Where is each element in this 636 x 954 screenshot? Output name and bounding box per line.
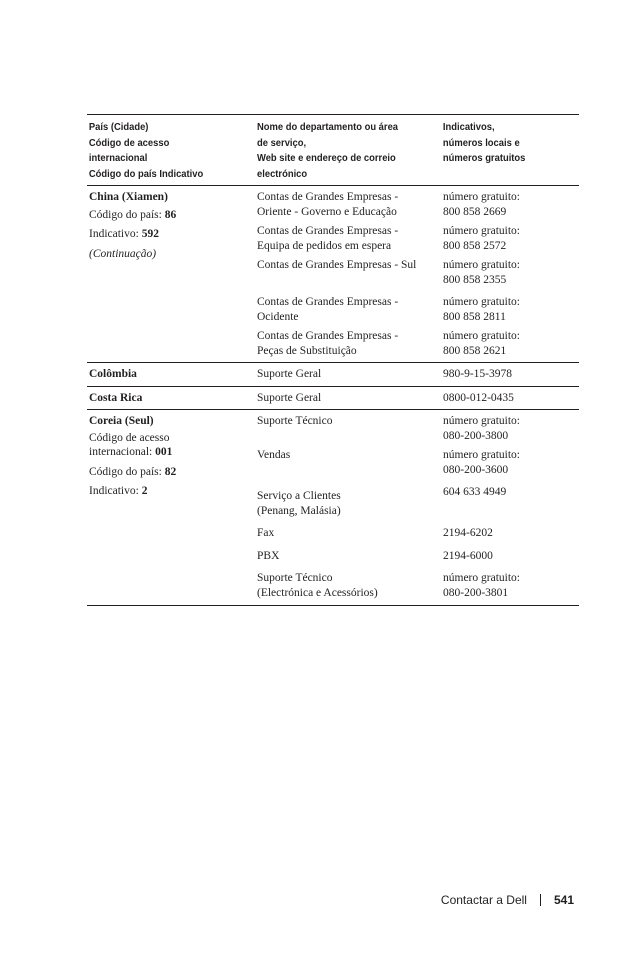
table-row-china xyxy=(87,186,579,363)
table-header xyxy=(87,115,579,186)
header-numbers xyxy=(441,120,571,182)
header-line: números locais e xyxy=(442,137,520,149)
header-country xyxy=(87,120,247,182)
number-line: 080-200-3801 xyxy=(443,586,509,599)
footer-section-title: Contactar a Dell xyxy=(440,893,527,907)
number-line: 0800-012-0435 xyxy=(443,391,514,404)
table-row-costa-rica xyxy=(87,387,579,411)
header-line: Nome do departamento ou área xyxy=(257,122,399,133)
dept-line: Contas de Grandes Empresas - xyxy=(257,296,399,308)
country-cell xyxy=(87,190,257,358)
number-line: número gratuito: xyxy=(443,449,520,461)
number-line: 2194-6202 xyxy=(443,527,493,539)
header-line: Código do país Indicativo xyxy=(88,168,204,180)
dept-line: PBX xyxy=(257,549,280,562)
list-item xyxy=(257,190,579,219)
dept-line: Oriente - Governo e Educação xyxy=(257,205,397,218)
korea-entries xyxy=(257,414,579,600)
dept-line: Peças de Substituição xyxy=(257,344,357,357)
country-code-value: 86 xyxy=(164,208,177,221)
list-item xyxy=(257,448,579,477)
number-line: número gratuito: xyxy=(443,330,520,342)
country-cell xyxy=(87,414,257,600)
dept-line: Suporte Técnico xyxy=(257,415,333,427)
table-row-korea xyxy=(87,410,579,606)
dept-line: (Electrónica e Acessórios) xyxy=(257,586,378,599)
number-line: 080-200-3600 xyxy=(443,463,509,476)
access-code-line xyxy=(89,445,257,460)
country-name: Costa Rica xyxy=(89,391,143,404)
country-name: China (Xiamen) xyxy=(89,191,168,203)
number-line: 800 858 2669 xyxy=(443,205,507,218)
number-line: 604 633 4949 xyxy=(443,486,507,498)
dept-line: Contas de Grandes Empresas - xyxy=(257,191,399,203)
list-item xyxy=(257,485,579,518)
page-number: 541 xyxy=(553,893,574,907)
dept-line: Suporte Geral xyxy=(257,391,322,404)
china-entries xyxy=(257,190,579,358)
area-code-value: 592 xyxy=(141,228,159,240)
number-line: 2194-6000 xyxy=(443,549,493,562)
header-line: Web site e endereço de correio xyxy=(257,153,396,164)
list-item xyxy=(257,258,579,287)
table-row-colombia xyxy=(87,363,579,387)
number-line: número gratuito: xyxy=(443,296,520,308)
dept-line: Equipa de pedidos em espera xyxy=(257,239,392,252)
header-department xyxy=(257,120,430,182)
header-line: Indicativos, xyxy=(442,122,495,133)
access-code-value: 001 xyxy=(155,446,173,458)
number-line: número gratuito: xyxy=(443,415,520,427)
dept-line: Contas de Grandes Empresas - xyxy=(257,225,399,237)
country-code-label: Código do país: xyxy=(89,465,165,478)
area-code-value: 2 xyxy=(141,485,148,497)
number-line: número gratuito: xyxy=(443,225,520,237)
country-code-value: 82 xyxy=(164,465,177,478)
country-name: Coreia (Seul) xyxy=(89,415,154,427)
list-item xyxy=(257,295,579,324)
dept-line: Serviço a Clientes xyxy=(257,490,341,502)
area-code-line xyxy=(89,227,257,242)
area-code-label: Indicativo: xyxy=(89,228,142,240)
number-line: 800 858 2572 xyxy=(443,239,507,252)
access-code-label: Código de acesso xyxy=(89,431,170,444)
country-code-line xyxy=(89,465,257,480)
list-item xyxy=(257,224,579,253)
number-line: número gratuito: xyxy=(443,191,520,203)
number-line: 800 858 2355 xyxy=(443,273,507,286)
list-item xyxy=(257,571,579,600)
area-code-label: Indicativo: xyxy=(89,485,142,497)
number-line: 080-200-3800 xyxy=(443,429,509,442)
list-item xyxy=(257,414,579,443)
country-name: Colômbia xyxy=(89,368,137,380)
list-item xyxy=(257,526,579,541)
number-line: 800 858 2621 xyxy=(443,344,507,357)
access-code-label: internacional: xyxy=(89,446,156,458)
dept-line: Vendas xyxy=(257,449,291,461)
dept-line: Ocidente xyxy=(257,310,299,323)
page-footer xyxy=(441,893,574,907)
footer-divider xyxy=(540,894,541,906)
dept-line: (Penang, Malásia) xyxy=(257,504,341,517)
list-item xyxy=(257,549,579,564)
dept-line: Suporte Técnico xyxy=(257,572,333,584)
dept-line: Contas de Grandes Empresas - Sul xyxy=(257,259,417,271)
number-line: 800 858 2811 xyxy=(443,310,506,323)
contact-table xyxy=(87,114,579,606)
number-line: 980-9-15-3978 xyxy=(443,368,512,380)
list-item xyxy=(257,329,579,358)
header-line: de serviço, xyxy=(257,137,307,149)
header-line: Código de acesso xyxy=(88,137,170,149)
dept-line: Suporte Geral xyxy=(257,368,322,380)
country-code-line xyxy=(89,208,257,223)
number-line: número gratuito: xyxy=(443,572,520,584)
country-code-label: Código do país: xyxy=(89,208,165,221)
header-line: números gratuitos xyxy=(442,153,526,164)
dept-line: Contas de Grandes Empresas - xyxy=(257,330,399,342)
dept-line: Fax xyxy=(257,527,275,539)
header-line: internacional xyxy=(88,153,148,164)
area-code-line xyxy=(89,484,257,499)
number-line: número gratuito: xyxy=(443,259,520,271)
header-line: País (Cidade) xyxy=(88,122,149,133)
continued-note: (Continuação) xyxy=(89,247,157,260)
header-line: electrónico xyxy=(257,168,308,180)
